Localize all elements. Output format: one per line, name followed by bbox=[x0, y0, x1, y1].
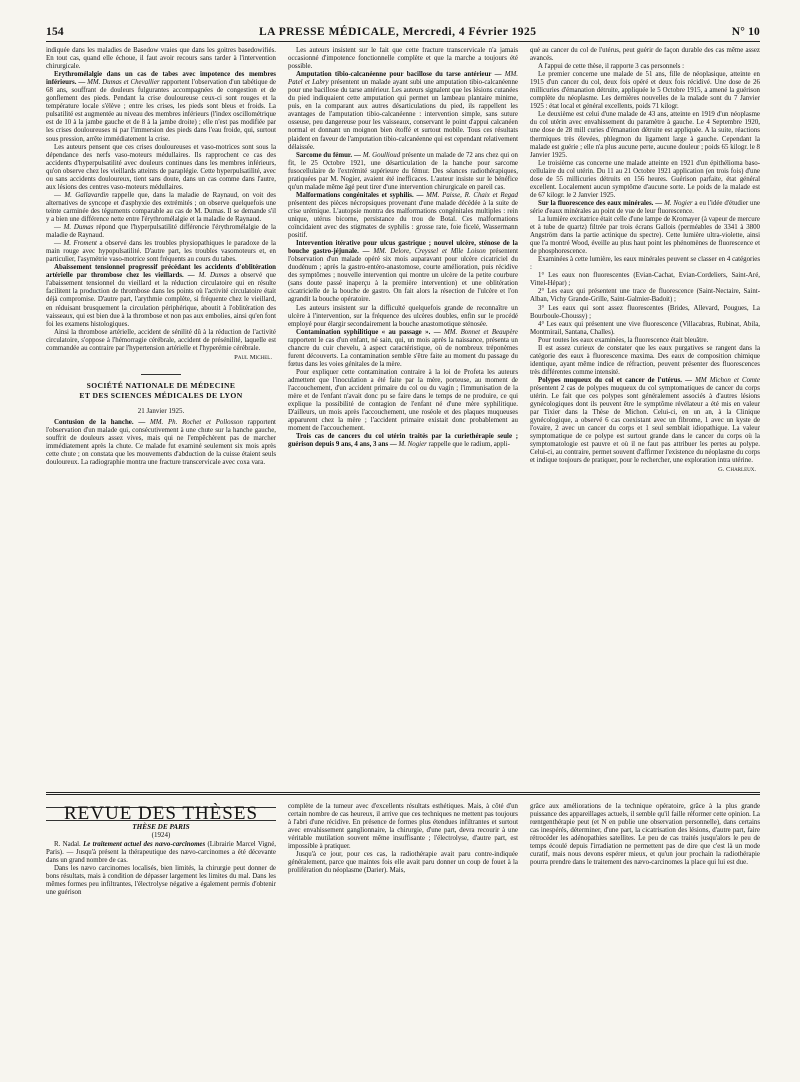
session-date: 21 Janvier 1925. bbox=[137, 406, 185, 415]
paragraph: Pour toutes les eaux examinées, la fluorescence était bleuâtre. bbox=[538, 336, 709, 344]
paragraph: Il est assez curieux de constater que les eaux purgatives se rangent dans la catégorie des eaux à fluorescence maxima. Des eaux de composition chimique identique, ayant même indice de réfraction, peuvent présenter des fluorescences très différentes comme intensité. bbox=[530, 344, 760, 376]
article-cancers-col: Trois cas de cancers du col utérin traités par la curiethérapie seule ; guérison depuis 9 ans, 4 ans, 3 ans — M. Nogier rappelle que le radium, appli- bbox=[288, 433, 518, 449]
column-2 bbox=[288, 47, 518, 782]
article-malformations: Malformations congénitales et syphilis. — MM. Paisse, R. Chaix et Regad présentent des pièces nécropsiques provenant d'une malade décédée à la suite de crise urémique. L'autopsie montra des malformations congénitales multiples : rein unique, utérus bicorne, persistance du trou de Botal. Ces malformations coïncidaient avec des stigmates de syphilis : grosse rate, foie ficelé, Wassermann positif. bbox=[288, 191, 518, 240]
revue-column-3 bbox=[530, 803, 760, 897]
paragraph: Le deuxième est celui d'une malade de 43 ans, atteinte en 1919 d'un néoplasme du col utérin avec envahissement du paramètre à gauche. Le 4 Septembre 1920, une dose de 28 mill curies d'émanation détruite est appliquée. A la suite, réactions thermiques très élevées, phlegmon du ligament large à gauche. Cependant la malade est guérie ; elle n'a plus aucune perte, aucune douleur ; poids 65 kilogr. le 8 Janvier 1925. bbox=[530, 111, 760, 159]
paragraph: complète de la tumeur avec d'excellents résultats esthétiques. Mais, à côté d'un certain nombre de cas heureux, il arrive que ces techniques ne mettent pas toujours à l'abri d'une récidive. En présence de formes plus étendues infiltrantes et surtout avec envahissement ganglionnaire, la chirurgie, d'une part, devra recourir à une véritable mutilation souvent même insuffisante ; l'électrolyse, d'autre part, est impossible à pratiquer. bbox=[288, 803, 518, 851]
paragraph: qué au cancer du col de l'utérus, peut guérir de façon durable des cas même assez avancés. bbox=[530, 47, 760, 63]
revue-title: REVUE DES THÈSES bbox=[46, 807, 276, 821]
list-item: 3° Les eaux qui sont assez fluorescentes (Brides, Allevard, Pougues, La Bourboule-Choussy) ; bbox=[530, 304, 760, 320]
these-year: (1924) bbox=[151, 831, 171, 840]
column-3 bbox=[530, 47, 760, 782]
list-item: 1° Les eaux non fluorescentes (Evian-Cachat, Evian-Cordeliers, Saint-Aré, Vittel-Hépar) ; bbox=[530, 272, 760, 288]
list-item: 2° Les eaux qui présentent une trace de fluorescence (Saint-Nectaire, Saint-Alban, Vichy Grande-Grille, Saint-Galmier-Badoit) ; bbox=[530, 288, 760, 304]
revue-column-1 bbox=[46, 803, 276, 897]
revue-section bbox=[46, 803, 760, 897]
column-1 bbox=[46, 47, 276, 782]
paragraph: Pour expliquer cette contamination contraire à la loi de Profeta les auteurs admettent que l'inoculation a été faite par la mère, porteuse, au moment de l'accouchement, d'un accident primaire du col ou du vagin ; l'immunisation de la mère et de l'enfant n'avait donc pu se faire dans le temps de ne produire, ce qui explique la possibilité de contagion de l'enfant né d'une mère syphilitique. D'ailleurs, un mois après l'accouchement, une roséole et des plaques muqueuses apparurent chez la mère ; l'accident primaire existait donc probablement au moment de l'accouchement. bbox=[288, 368, 518, 433]
paragraph: Les auteurs pensent que ces crises douloureuses et vaso-motrices sont sous la dépendance des nerfs vaso-moteurs médullaires. Ils rapprochent ce cas des accidents d'hyperpulsatilité avec douleurs continues dans les membres inférieurs, qu'on observe chez les vieillards atteints de paraplégie. Cette hyperpulsatilité, avec ou sans accidents douloureux, tient sans doute, dans un cas comme dans l'autre, aux lésions des centres vaso-moteurs médullaires. bbox=[46, 143, 276, 191]
article-fluorescence: Sur la fluorescence des eaux minérales. — M. Nogier a eu l'idée d'étudier une série d'eaux minérales au point de vue de leur fluorescence. bbox=[530, 199, 760, 215]
paragraph: Dans les nævo carcinomes localisés, bien limités, la chirurgie peut donner de bons résultats, mais à condition de dépasser largement les limites du mal. Dans les mêmes formes peu infiltrantes, l'électrolyse négative a également permis d'obtenir une guérison bbox=[46, 865, 276, 897]
paragraph: indiquée dans les maladies de Basedow vraies que dans les goitres basedowifiés. En tout cas, quand elle échoue, il faut avoir recours sans tarder à l'intervention chirurgicale. bbox=[46, 47, 276, 71]
signature: Paul Michel. bbox=[234, 353, 272, 361]
top-columns bbox=[46, 47, 760, 782]
journal-title: LA PRESSE MÉDICALE, Mercredi, 4 Février 1925 bbox=[259, 26, 537, 38]
article-contamination: Contamination syphilitique « au passage ». — MM. Bonnet et Beaupère rapportent le cas d'un enfant, né sain, qui, un mois après la naissance, présenta un chancre du cuir chevelu, à aspect caractéristique, où de nombreux tréponèmes furent découverts. La contamination semble s'être faite au moment du passage du fœtus dans les voies génitales de la mère. bbox=[288, 328, 518, 368]
paragraph: Les auteurs insistent sur le fait que cette fracture transcervicale n'a jamais occasionné d'impotence fonctionnelle complète et que la marche a toujours été possible. bbox=[288, 47, 518, 71]
header-rule bbox=[46, 41, 760, 42]
article-ulcus: Intervention itérative pour ulcus gastrique ; nouvel ulcère, sténose de la bouche gastro-jéjunale. — MM. Delore, Creyssel et Mlle Loison présentent l'observation d'un malade opéré six mois auparavant pour ulcère cicatriciel du duodénum ; après la gastro-entéro-anastomose, courte amélioration, puis récidive des symptômes ; nouvelle intervention qui montre un ulcère de la petite courbure (sans doute passé inaperçu à la première intervention) et une oblitération cicatricielle de la bouche de gastro. On fait alors la résection de l'ulcère et l'on agrandit la bouche opératoire. bbox=[288, 240, 518, 304]
paragraph: — M. Froment a observé dans les troubles physiopathiques le paradoxe de la main rouge avec hypopulsatilité. D'autre part, les troubles vasomoteurs et, en particulier, l'asymétrie vaso-motrice sont fréquents au cours du tabes. bbox=[46, 240, 276, 264]
paragraph: Les auteurs insistent sur la difficulté quelquefois grande de reconnaître un ulcère à l'intervention, sur la fréquence des ulcères doubles, enfin sur le procédé employé pour élargir secondairement la bouche anastomotique sténosée. bbox=[288, 304, 518, 328]
paragraph: La lumière excitatrice était celle d'une lampe de Kromayer (à vapeur de mercure et à tube de quartz) filtrée par trois écrans Gallois (perméables de 3341 à 3800 Angström dans la partie actinique du spectre). Cette lumière ultra-violette, ainsi que l'a montré Wood, éveille au plus haut point les phénomènes de fluorescence et de phosphorescence. bbox=[530, 215, 760, 256]
paragraph: — M. Dumas répond que l'hyperpulsatilité différencie l'érythromélalgie de la maladie de Raynaud. bbox=[46, 224, 276, 240]
article-amputation: Amputation tibio-calcanéenne pour bacillose du tarse antérieur — MM. Patel et Labry présentent un malade ayant subi une amputation tibio-calcanéenne pour une bacillose du tarse antérieur. Les auteurs signalent que les lésions cutanées du pied indiquaient cette amputation qui permet un lambeau plantaire minime, puis, en la comparant aux autres désarticulations du pied, ils rappellent les avantages de l'amputation tibio-calcanéenne : intervention simple, sans suture osseuse, peu dangereuse pour les vaisseaux, conservant le point d'appui calcanéen normal et donnant un moignon bien étoffé et surtout mobile. Tous ces résultats plaident en faveur de l'amputation tibio-calcanéenne qui est cependant relativement délaissée. bbox=[288, 71, 518, 151]
article-erythromelalgie: Erythromélalgie dans un cas de tabes avec impotence des membres inférieurs. — MM. Dumas et Chevallier rapportent l'observation d'un tabétique de 68 ans, souffrant de douleurs fulgurantes accompagnées de congestion et de gonflement des pieds. Pendant la crise douloureuse ceux-ci sont rouges et la température locale s'élève ; entre les crises, les pieds sont bleus et froids. La pulsatilité est augmentée au niveau des membres inférieurs (l'index oscillométrique est de 10 à la jambe gauche et de 8 à la jambe droite) ; elle n'est pas modifiée par les crises douloureuses ni par l'immersion des pieds dans l'eau froide, qui, surtout sous pression, arrête immédiatement la crise. bbox=[46, 71, 276, 143]
paragraph: Jusqu'à ce jour, pour ces cas, la radiothérapie avait paru contre-indiquée généralement, parce que maintes fois elle avait paru donner un coup de fouet à la prolifération du néoplasme (Darier). Mais, bbox=[288, 851, 518, 875]
these-subtitle: THÈSE DE PARIS bbox=[132, 823, 190, 832]
paragraph: Le troisième cas concerne une malade atteinte en 1921 d'un épithélioma baso-cellulaire du col utérin. Du 11 au 21 Octobre 1921 application (en trois fois) d'une dose de 55 millicuries détruits en 156 heures. Guérison parfaite, état général excellent. Localement aucun symptôme d'aucune sorte. Le poids de la malade est de 67 kilogr. le 2 Janvier 1925. bbox=[530, 159, 760, 199]
page-header bbox=[46, 26, 760, 38]
these-entry: R. Nadal. Le traitement actuel des nævo-carcinomes (Librairie Marcel Vigné, Paris). — Jusqu'à présent la thérapeutique des nævo-carcinomes a été décevante dans un grand nombre de cas. bbox=[46, 841, 276, 865]
issue-number: N° 10 bbox=[731, 26, 760, 38]
page-number: 154 bbox=[46, 26, 64, 38]
signature: G. Charleux. bbox=[718, 466, 756, 474]
article-contusion-hanche: Contusion de la hanche. — MM. Ph. Rochet et Pollosson rapportent l'observation d'un malade qui, consécutivement à une chute sur la hanche gauche, souffrit de douleurs assez vives, mais qui ne l'empêchèrent pas de marcher immédiatement après la chute. Ce malade fut examiné seulement six mois après cette chute ; on constata que les mouvements d'abduction de la cuisse étaient seuls douloureux. La radiographie montra une fracture transcervicale avec coxa vara. bbox=[46, 418, 276, 467]
paragraph: Le premier concerne une malade de 51 ans, fille de néoplasique, atteinte en 1915 d'un cancer du col, deux fois opéré et deux fois récidivé. Une dose de 26 millicuries d'émanation détruite, appliquée le 5 Octobre 1915, a amené la guérison complète du néoplasme. Les dernières nouvelles de la malade sont du 7 Janvier 1925 : état local et général excellents, poids 71 kilogr. bbox=[530, 71, 760, 111]
revue-column-2 bbox=[288, 803, 518, 897]
society-heading: SOCIÉTÉ NATIONALE DE MÉDECINE ET DES SCIENCES MÉDICALES DE LYON bbox=[46, 374, 276, 401]
paragraph: grâce aux améliorations de la technique opératoire, grâce à la plus grande puissance des appareillages actuels, il semble qu'il faille réformer cette opinion. La rœntgenthérapie peut (et N en publie une observation personnelle), dans certains cas inespérés, déterminer, d'une part, la cicatrisation des lésions, d'autre part, faire rétrocéder les adénopathies satellites. Le peu de cas traités jusqu'alors le peu de temps écoulé depuis l'irradiation ne permettent pas de dire que c'est là un mode curatif, mais nous devons espérer mieux, et qu'un jour prochain la radiothérapie pourra prendre dans le traitement des nævo-carcinomes la place qui lui est due. bbox=[530, 803, 760, 867]
paragraph: Examinées à cette lumière, les eaux minérales peuvent se classer en 4 catégories : bbox=[530, 256, 760, 272]
divider bbox=[141, 374, 181, 375]
article-sarcome: Sarcome du fémur. — M. Goullioud présente un malade de 72 ans chez qui on fit, le 25 Octobre 1921, une désarticulation de la hanche pour sarcome fusocellulaire de l'extrémité supérieure du fémur. Des séances radiothérapiques, pratiquées par M. Nogier, avaient été inefficaces. L'auteur insiste sur le bénéfice qu'un malade même âgé peut tirer d'une intervention chirurgicale en pareil cas. bbox=[288, 151, 518, 191]
article-polypes: Polypes muqueux du col et cancer de l'utérus. — MM Michon et Comte présentent 2 cas de polypes muqueux du col symptomatiques de cancer du corps utérin. Le fait que ces polypes sont généralement associés à d'autres lésions gynécologiques dont ils peuvent être le symptôme révélateur a été mis en valeur par Tixier dans la Thèse de Michon. Celui-ci, en un an, à la Clinique gynécologique, a observé 6 cas coexistant avec un fibrome, 1 avec un kyste de l'ovaire, 2 avec un cancer du corps et 1 seul semblait idiopathique. La valeur symptomatique de ce polype est surtout grande dans le cancer du corps où la symptomatologie est pauvre et où il ne faut pas attribuer les pertes au polype. Celui-ci, au contraire, permet souvent d'affirmer l'existence du néoplasme du corps et indique toujours de pratiquer, pour le rechercher, une exploration intra utérine. bbox=[530, 376, 760, 465]
list-item: 4° Les eaux qui présentent une vive fluorescence (Villacabras, Rubinat, Abila, Montmirail, Santana, Challes). bbox=[530, 320, 760, 336]
section-rule bbox=[46, 792, 760, 795]
paragraph: Ainsi la thrombose artérielle, accident de sénilité dû à la réduction de l'activité circulatoire, s'oppose à l'hémorragie cérébrale, accident de présénilité, laquelle est commandée au contraire par l'hypertension artérielle et l'hyperémie cérébrale. bbox=[46, 328, 276, 352]
paragraph: — M. Gallavardin rappelle que, dans la maladie de Raynaud, on voit des alternatives de syncope et d'asphyxie des extrémités ; on observe quelquefois une teinte carminée des téguments comparable au cas de M. Dumas. Il se demande s'il y a bien une différence nette entre l'érythromélalgie et la maladie de Raynaud. bbox=[46, 191, 276, 223]
paragraph: A l'appui de cette thèse, il rapporte 3 cas personnels : bbox=[538, 63, 685, 71]
article-abaissement-tensionnel: Abaissement tensionnel progressif précédant les accidents d'oblitération artérielle par thrombose chez les vieillards. — M. Dumas a observé que l'abaissement tensionnel du vieillard et la réduction circulatoire qui en résulte facilitent la production de thrombose dans les points où l'activité circulatoire était déjà compromise. D'autre part, l'arythmie complète, si fréquente chez le vieillard, en réduisant brusquement la circulation périphérique, aboutit à l'oblitération des vaisseaux, qui est bien due à la thrombose et non pas aux embolies, ainsi qu'en font foi les examens histologiques. bbox=[46, 264, 276, 328]
